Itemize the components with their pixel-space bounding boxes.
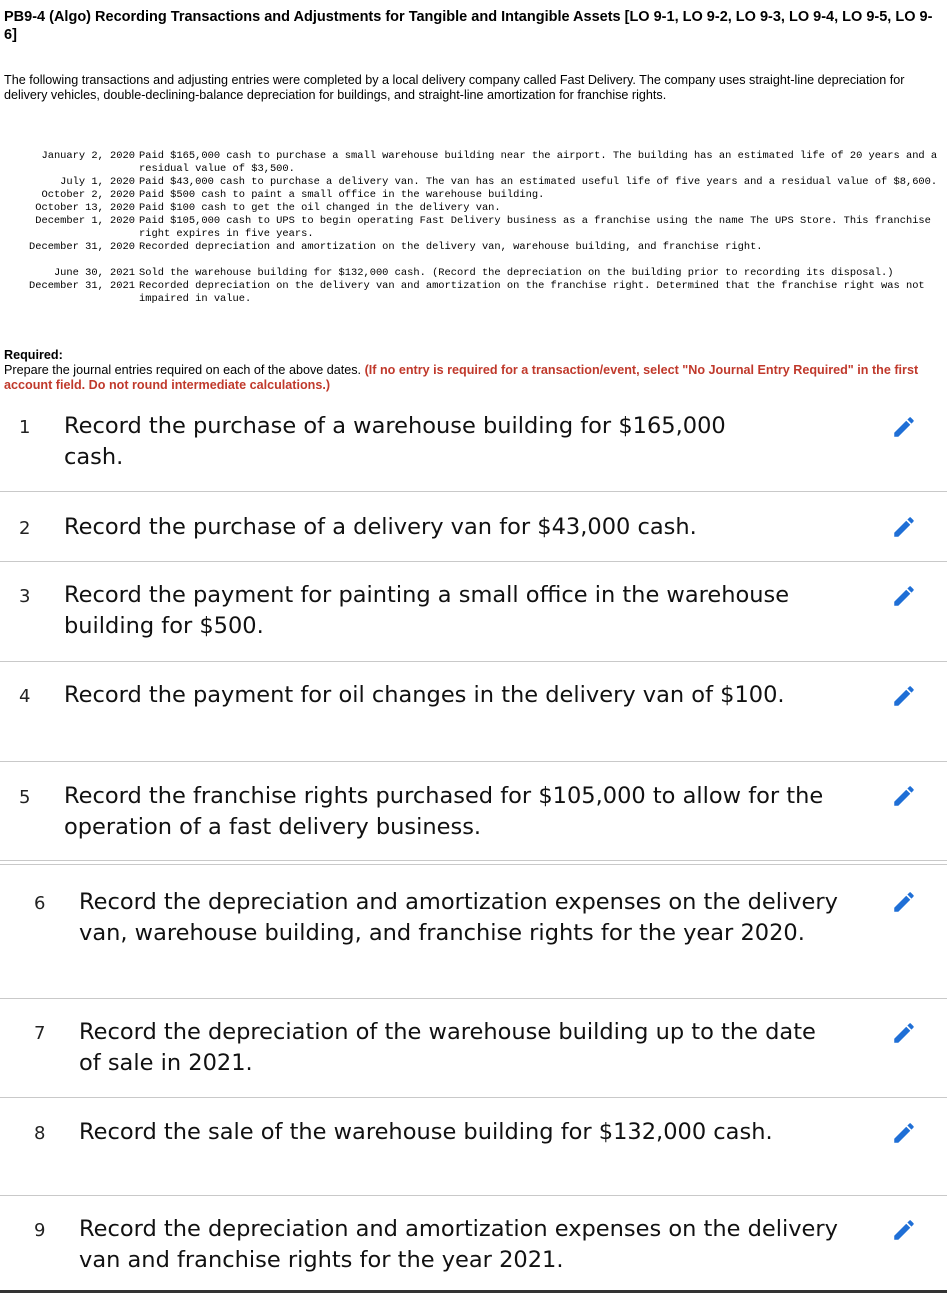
transaction-description: Paid $43,000 cash to purchase a delivery van. The van has an estimated useful life of five years and a residual value of $8,600. (139, 176, 938, 188)
page-title: PB9-4 (Algo) Recording Transactions and Adjustments for Tangible and Intangible Assets [LO 9-1, LO 9-2, LO 9-3, LO 9-4, LO 9-5, LO 9-6] (4, 9, 933, 43)
task-text: Record the payment for oil changes in the delivery van of $100. (64, 682, 785, 708)
task-number: 9 (34, 1220, 46, 1241)
transaction-description: Sold the warehouse building for $132,000 cash. (Record the depreciation on the building prior to recording its disposal.) (139, 267, 894, 279)
pencil-icon[interactable] (891, 414, 917, 440)
pencil-icon[interactable] (891, 1120, 917, 1146)
transaction-date: December 31, 2021 (28, 280, 135, 292)
transaction-description: Paid $100 cash to get the oil changed in the delivery van. (139, 202, 501, 214)
task-number: 7 (34, 1023, 46, 1044)
transaction-row (2, 215, 942, 241)
pencil-icon[interactable] (891, 783, 917, 809)
task-number: 8 (34, 1123, 46, 1144)
task-text: Record the depreciation and amortization expenses on the delivery van, warehouse building, and franchise rights for the year 2020. (79, 889, 838, 946)
transaction-description: Paid $500 cash to paint a small office in the warehouse building. (139, 189, 545, 201)
task-number: 4 (19, 686, 31, 707)
required-section (4, 348, 939, 393)
transaction-row (2, 176, 942, 189)
transaction-row (2, 241, 942, 254)
divider (0, 998, 947, 999)
required-note: (If no entry is required for a transaction/event, select "No Journal Entry Required" in the first account field. Do not round intermediate calculations.) (4, 363, 919, 392)
task-text: Record the purchase of a warehouse building for $165,000 cash. (64, 413, 726, 470)
divider (0, 860, 947, 861)
pencil-icon[interactable] (891, 1020, 917, 1046)
transaction-row (2, 202, 942, 215)
transaction-description: Paid $105,000 cash to UPS to begin operating Fast Delivery business as a franchise using the name The UPS Store. This franchise right expires in five years. (139, 215, 931, 240)
transaction-date: July 1, 2020 (60, 176, 135, 188)
task-text: Record the depreciation of the warehouse building up to the date of sale in 2021. (79, 1019, 816, 1076)
transaction-date: December 1, 2020 (35, 215, 135, 227)
pencil-icon[interactable] (891, 683, 917, 709)
transactions-table (2, 150, 942, 306)
task-number: 6 (34, 893, 46, 914)
divider (0, 1195, 947, 1196)
transaction-date: June 30, 2021 (53, 267, 135, 279)
task-text: Record the payment for painting a small office in the warehouse building for $500. (64, 582, 790, 639)
transaction-row (2, 267, 942, 280)
divider (0, 761, 947, 762)
transaction-date: October 2, 2020 (41, 189, 135, 201)
task-number: 5 (19, 787, 31, 808)
transaction-date: January 2, 2020 (41, 150, 135, 162)
pencil-icon[interactable] (891, 583, 917, 609)
transaction-row (2, 150, 942, 176)
pencil-icon[interactable] (891, 1217, 917, 1243)
divider (0, 491, 947, 492)
divider (0, 561, 947, 562)
task-text: Record the depreciation and amortization expenses on the delivery van and franchise rights for the year 2021. (79, 1216, 838, 1273)
task-text: Record the sale of the warehouse building for $132,000 cash. (79, 1119, 773, 1145)
task-number: 2 (19, 518, 31, 539)
transaction-description: Recorded depreciation and amortization on the delivery van, warehouse building, and franchise right. (139, 241, 763, 253)
transaction-description: Recorded depreciation on the delivery van and amortization on the franchise right. Determined that the franchise right was not impaired in value. (139, 280, 925, 305)
transaction-row (2, 280, 942, 306)
task-text: Record the franchise rights purchased for $105,000 to allow for the operation of a fast delivery business. (64, 783, 824, 840)
pencil-icon[interactable] (891, 514, 917, 540)
required-label: Required: (4, 348, 63, 362)
intro-text: The following transactions and adjusting entries were completed by a local delivery company called Fast Delivery. The company uses straight-line depreciation for delivery vehicles, double-declining-balance depreciation for buildings, and straight-line amortization for franchise rights. (4, 73, 905, 102)
pencil-icon[interactable] (891, 889, 917, 915)
required-text: Prepare the journal entries required on each of the above dates. (4, 363, 362, 377)
divider (0, 661, 947, 662)
transaction-gap (2, 254, 942, 267)
transaction-row (2, 189, 942, 202)
transaction-date: December 31, 2020 (28, 241, 135, 253)
transaction-date: October 13, 2020 (35, 202, 135, 214)
transaction-description: Paid $165,000 cash to purchase a small warehouse building near the airport. The building has an estimated life of 20 years and a residual value of $3,500. (139, 150, 938, 175)
task-number: 3 (19, 586, 31, 607)
task-text: Record the purchase of a delivery van for $43,000 cash. (64, 514, 697, 540)
task-number: 1 (19, 417, 31, 438)
divider (0, 1097, 947, 1098)
